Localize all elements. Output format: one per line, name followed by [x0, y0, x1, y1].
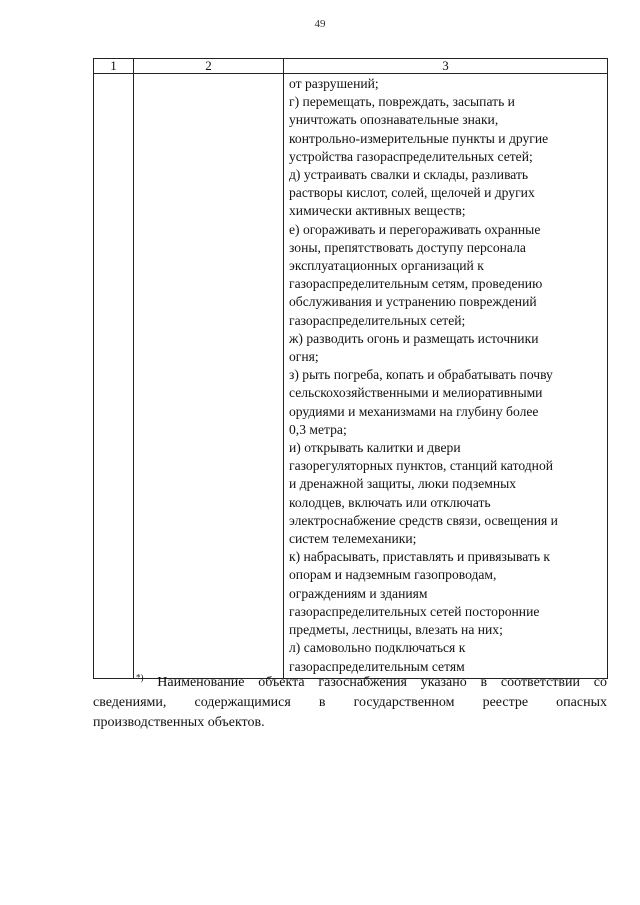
- cell-line: обслуживания и устранению повреждений: [289, 294, 537, 310]
- footnote-text-1: Наименование объекта газоснабжения указано в соответствии со: [157, 675, 607, 690]
- footnote: [93, 673, 607, 733]
- table-cell-col1: [94, 74, 134, 679]
- cell-line: эксплуатационных организаций к: [289, 258, 484, 274]
- footnote-line-3: производственных объектов.: [93, 715, 265, 730]
- cell-line: газорегуляторных пунктов, станций катодной: [289, 458, 554, 474]
- cell-line: л) самовольно подключаться к: [289, 640, 466, 656]
- cell-line: газораспределительных сетей;: [289, 312, 466, 328]
- cell-line: з) рыть погреба, копать и обрабатывать почву: [289, 367, 553, 383]
- cell-line: орудиями и механизмами на глубину более: [289, 403, 539, 419]
- table-cell-col3: [284, 74, 608, 679]
- cell-line: газораспределительным сетям: [289, 658, 465, 674]
- cell-line: уничтожать опознавательные знаки,: [289, 112, 499, 128]
- footnote-line-2: сведениями, содержащимися в государственном реестре опасных: [93, 695, 607, 710]
- column-header-2: 2: [134, 59, 284, 74]
- cell-line: газораспределительных сетей посторонние: [289, 603, 540, 619]
- cell-line: колодцев, включать или отключать: [289, 494, 491, 510]
- cell-line: и) открывать калитки и двери: [289, 440, 461, 456]
- table-row: [94, 74, 608, 679]
- page-number: 49: [314, 18, 326, 30]
- footnote-line-1: [93, 673, 607, 693]
- cell-line: и дренажной защиты, люки подземных: [289, 476, 517, 492]
- cell-line: предметы, лестницы, влезать на них;: [289, 622, 503, 638]
- table-header-row: [94, 59, 608, 74]
- cell-line: химически активных веществ;: [289, 203, 466, 219]
- cell-line: е) огораживать и перегораживать охранные: [289, 221, 541, 237]
- cell-line: г) перемещать, повреждать, засыпать и: [289, 94, 515, 110]
- cell-line: от разрушений;: [289, 76, 379, 91]
- cell-line: опорам и надземным газопроводам,: [289, 567, 497, 583]
- cell-line: д) устраивать свалки и склады, разливать: [289, 167, 529, 183]
- cell-line: к) набрасывать, приставлять и привязывать к: [289, 549, 551, 565]
- cell-line: 0,3 метра;: [289, 421, 347, 437]
- requirements-table: [93, 58, 608, 679]
- column-header-3: 3: [284, 59, 608, 74]
- cell-line: зоны, препятствовать доступу персонала: [289, 239, 526, 255]
- cell-line: сельскохозяйственными и мелиоративными: [289, 385, 543, 401]
- cell-line: устройства газораспределительных сетей;: [289, 148, 533, 164]
- cell-line: контрольно-измерительные пункты и другие: [289, 130, 549, 146]
- cell-line: систем телемеханики;: [289, 531, 417, 547]
- table-cell-col2: [134, 74, 284, 679]
- cell-line: газораспределительным сетям, проведению: [289, 276, 543, 292]
- cell-line: огня;: [289, 349, 319, 365]
- cell-line: ограждениям и зданиям: [289, 585, 428, 601]
- cell-line: растворы кислот, солей, щелочей и других: [289, 185, 535, 201]
- footnote-marker: *): [136, 672, 144, 683]
- cell-line: электроснабжение средств связи, освещения и: [289, 512, 558, 528]
- cell-line: ж) разводить огонь и размещать источники: [289, 330, 539, 346]
- column-header-1: 1: [94, 59, 134, 74]
